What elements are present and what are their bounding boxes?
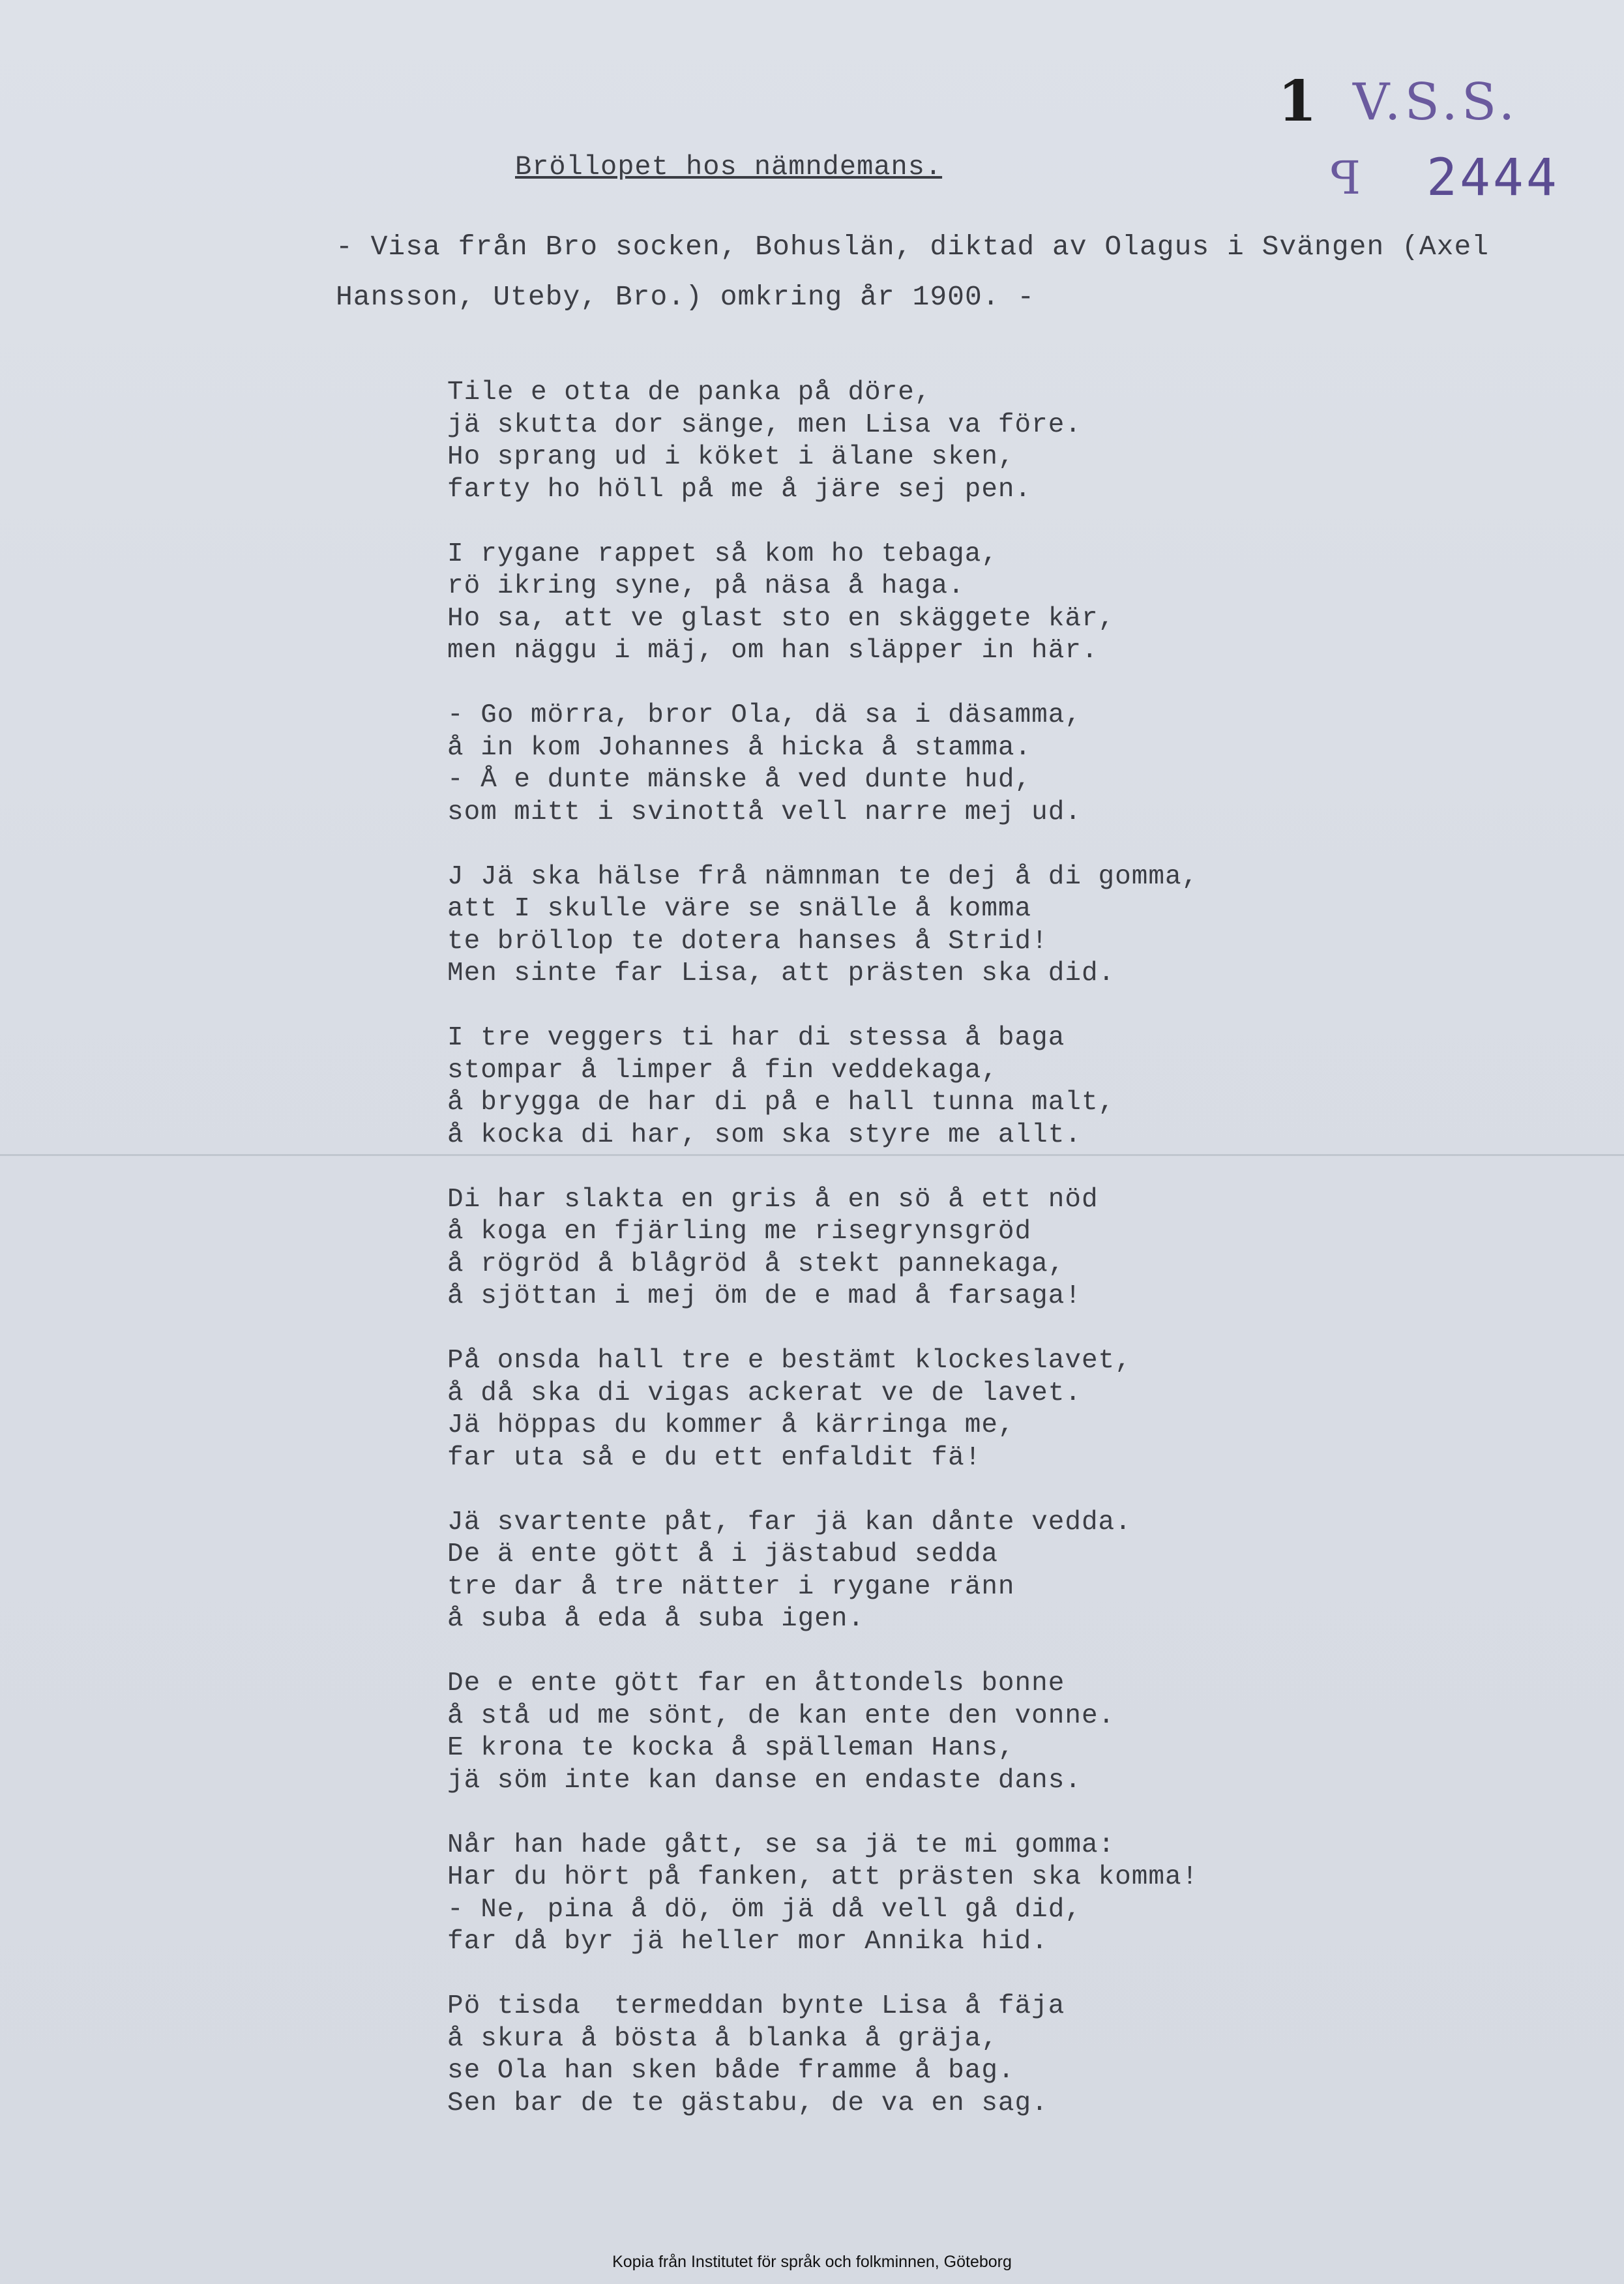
poem-line: å koga en fjärling me risegrynsgröd bbox=[447, 1217, 1032, 1247]
poem-stanza bbox=[447, 861, 1556, 990]
poem-stanza bbox=[447, 539, 1556, 668]
stamp-mark: ꟼ bbox=[1330, 151, 1361, 205]
poem-line: - Å e dunte mänske å ved dunte hud, bbox=[447, 765, 1032, 795]
poem-line: å kocka di har, som ska styre me allt. bbox=[447, 1120, 1082, 1150]
poem-stanza bbox=[447, 1184, 1556, 1313]
archive-footer: Kopia från Institutet för språk och folkminnen, Göteborg bbox=[612, 2253, 1012, 2271]
collection-stamp: V.S.S. bbox=[1353, 73, 1519, 132]
poem-line: far uta så e du ett enfaldit fä! bbox=[447, 1442, 982, 1473]
poem-line: Jä svartente påt, far jä kan dånte vedda. bbox=[447, 1507, 1132, 1537]
poem-line: å brygga de har di på e hall tunna malt, bbox=[447, 1088, 1115, 1118]
poem-line: Pö tisda termeddan bynte Lisa å fäja bbox=[447, 1991, 1065, 2021]
poem-line: I tre veggers ti har di stessa å baga bbox=[447, 1023, 1065, 1053]
poem-line: å in kom Johannes å hicka å stamma. bbox=[447, 732, 1032, 763]
poem-line: som mitt i svinottå vell narre mej ud. bbox=[447, 797, 1082, 827]
poem-line: stompar å limper å fin veddekaga, bbox=[447, 1055, 998, 1086]
poem-line: I rygane rappet så kom ho tebaga, bbox=[447, 539, 998, 569]
poem-line: far då byr jä heller mor Annika hid. bbox=[447, 1927, 1048, 1957]
poem-line: Når han hade gått, se sa jä te mi gomma: bbox=[447, 1830, 1115, 1860]
poem-line: På onsda hall tre e bestämt klockeslavet, bbox=[447, 1346, 1132, 1376]
poem-line: De ä ente gött å i jästabud sedda bbox=[447, 1539, 998, 1569]
poem-line: - Ne, pina å dö, öm jä då vell gå did, bbox=[447, 1894, 1082, 1925]
poem-line: å rögröd å blågröd å stekt pannekaga, bbox=[447, 1249, 1065, 1279]
poem-line: Ho sa, att ve glast sto en skäggete kär, bbox=[447, 603, 1115, 634]
poem-stanza bbox=[447, 377, 1556, 506]
poem-body bbox=[447, 377, 1556, 2152]
record-id-stamp: 2444 bbox=[1426, 149, 1559, 207]
poem-line: å stå ud me sönt, de kan ente den vonne. bbox=[447, 1700, 1115, 1731]
poem-line: farty ho höll på me å järe sej pen. bbox=[447, 474, 1032, 505]
poem-line: å skura å bösta å blanka å gräja, bbox=[447, 2023, 998, 2054]
poem-line: De e ente gött far en åttondels bonne bbox=[447, 1669, 1065, 1698]
poem-line: rö ikring syne, på näsa å haga. bbox=[447, 571, 965, 601]
poem-line: Di har slakta en gris å en sö å ett nöd bbox=[447, 1184, 1099, 1215]
poem-line: att I skulle väre se snälle å komma bbox=[447, 894, 1032, 924]
poem-line: jä skutta dor sänge, men Lisa va före. bbox=[447, 409, 1082, 440]
poem-line: tre dar å tre nätter i rygane ränn bbox=[447, 1571, 1015, 1602]
poem-line: se Ola han sken både framme å bag. bbox=[447, 2056, 1015, 2086]
poem-line: Har du hört på fanken, att prästen ska komma! bbox=[447, 1862, 1199, 1892]
poem-line: jä söm inte kan danse en endaste dans. bbox=[447, 1765, 1082, 1796]
poem-line: Tile e otta de panka på döre, bbox=[447, 378, 932, 408]
poem-line: E krona te kocka å spälleman Hans, bbox=[447, 1733, 1015, 1763]
poem-line: J Jä ska hälse frå nämnman te dej å di gomma, bbox=[447, 861, 1199, 892]
poem-line: - Go mörra, bror Ola, dä sa i däsamma, bbox=[447, 700, 1082, 730]
document-title: Bröllopet hos nämndemans. bbox=[515, 151, 943, 183]
poem-stanza bbox=[447, 1991, 1556, 2120]
sheet-number-stamp: 1 bbox=[1278, 68, 1317, 134]
subtitle-line: Hansson, Uteby, Bro.) omkring år 1900. - bbox=[336, 281, 1035, 313]
poem-line: å sjöttan i mej öm de e mad å farsaga! bbox=[447, 1281, 1082, 1311]
poem-line: å då ska di vigas ackerat ve de lavet. bbox=[447, 1378, 1082, 1408]
poem-stanza bbox=[447, 1830, 1556, 1959]
poem-line: Ho sprang ud i köket i älane sken, bbox=[447, 442, 1015, 472]
poem-line: te bröllop te dotera hanses å Strid! bbox=[447, 926, 1048, 957]
poem-stanza bbox=[447, 1507, 1556, 1636]
poem-line: Jä höppas du kommer å kärringa me, bbox=[447, 1410, 1015, 1440]
poem-line: Sen bar de te gästabu, de va en sag. bbox=[447, 2088, 1048, 2118]
poem-line: men näggu i mäj, om han släpper in här. bbox=[447, 636, 1099, 666]
poem-stanza bbox=[447, 1345, 1556, 1474]
poem-stanza bbox=[447, 1022, 1556, 1151]
subtitle-line: - Visa från Bro socken, Bohuslän, diktad av Olagus i Svängen (Axel bbox=[336, 231, 1490, 263]
poem-line: å suba å eda å suba igen. bbox=[447, 1604, 865, 1634]
poem-stanza bbox=[447, 1668, 1556, 1797]
document-subtitle bbox=[336, 222, 1561, 322]
poem-line: Men sinte far Lisa, att prästen ska did. bbox=[447, 958, 1115, 988]
poem-stanza bbox=[447, 700, 1556, 829]
